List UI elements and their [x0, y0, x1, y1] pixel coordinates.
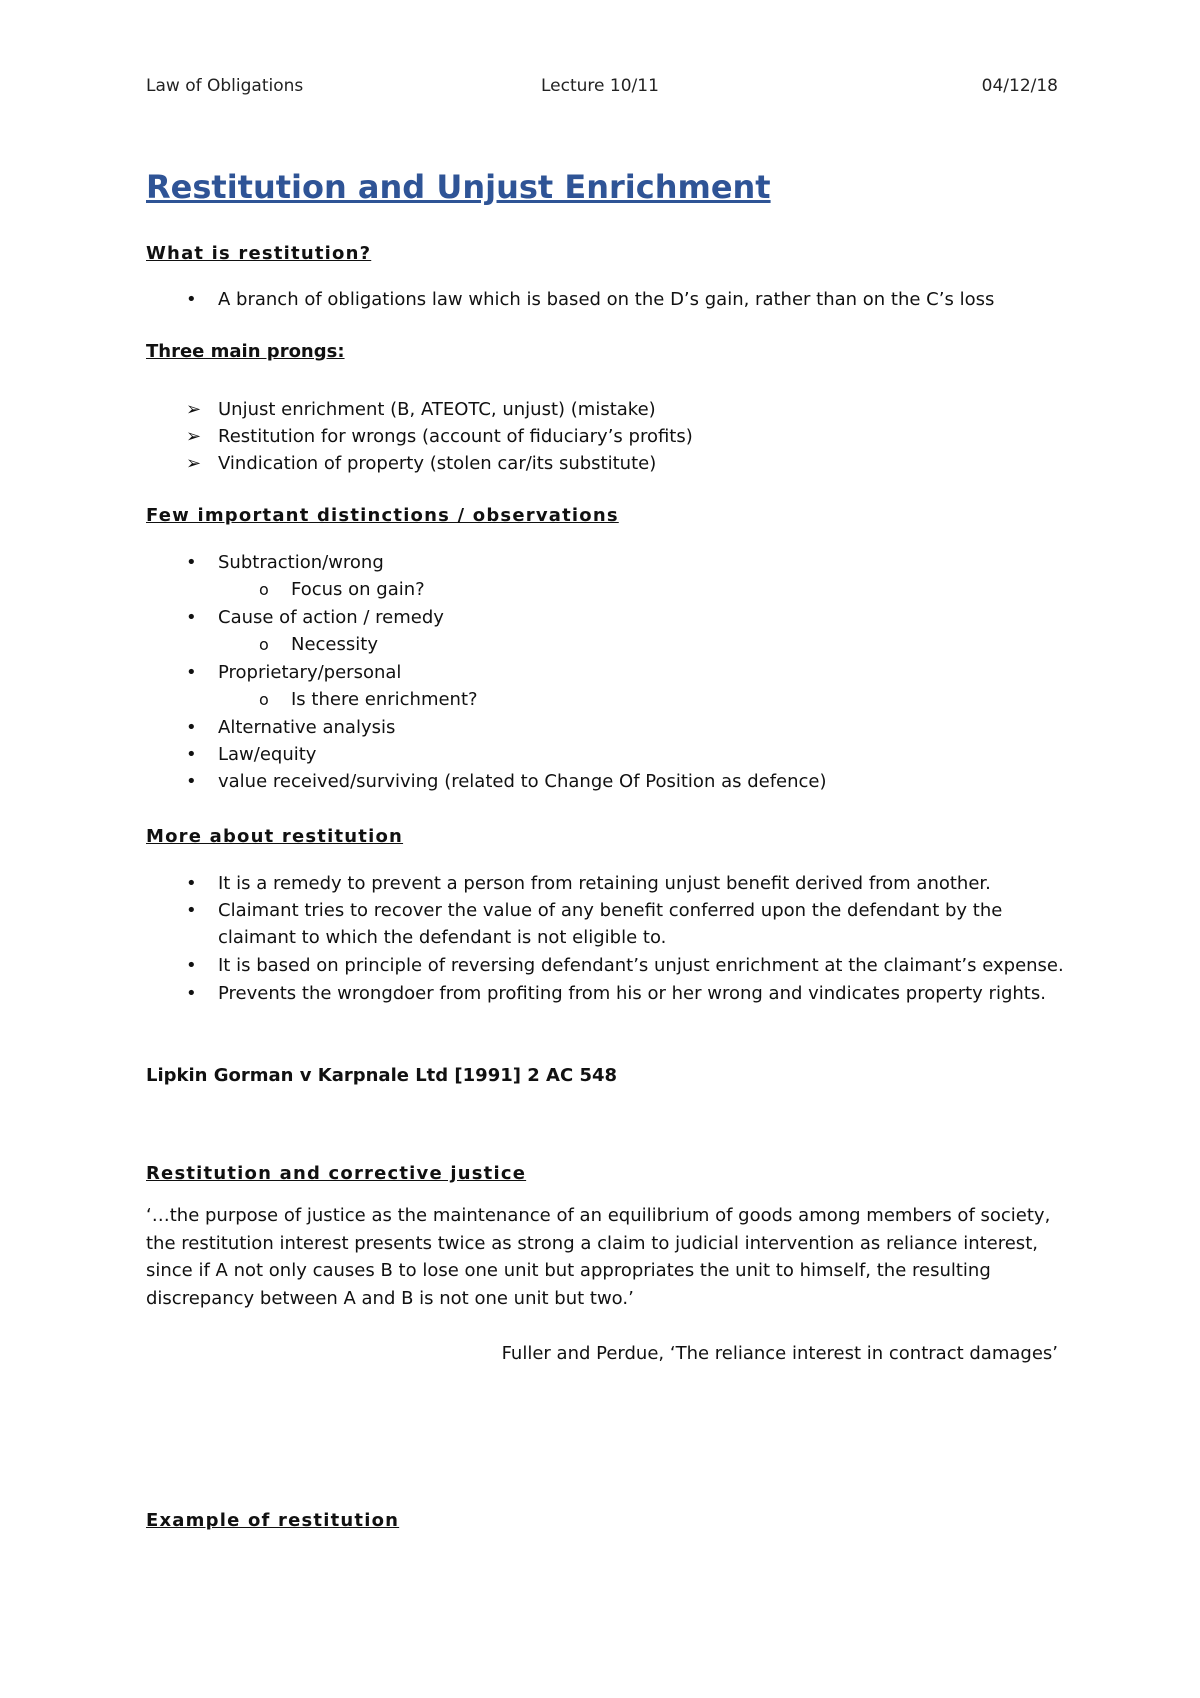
list-item-text: It is a remedy to prevent a person from retaining unjust benefit derived from another.: [218, 873, 991, 894]
sub-marker: o: [259, 580, 269, 599]
bullet-marker: •: [186, 607, 197, 628]
bullet-marker: •: [186, 873, 197, 894]
list-item-text: Necessity: [291, 634, 378, 655]
heading-more-about-restitution: More about restitution: [146, 826, 404, 847]
list-item-text: Alternative analysis: [218, 717, 396, 738]
bullet-marker: •: [186, 983, 197, 1004]
heading-three-prongs: Three main prongs:: [146, 341, 345, 362]
list-item-text: It is based on principle of reversing defendant’s unjust enrichment at the claimant’s expense.: [218, 955, 1064, 976]
list-item-text: Law/equity: [218, 744, 317, 765]
case-citation: Lipkin Gorman v Karpnale Ltd [1991] 2 AC 548: [146, 1065, 618, 1086]
list-item-text: Proprietary/personal: [218, 662, 402, 683]
list-item: [186, 741, 317, 768]
list-item-text: Claimant tries to recover the value of any benefit conferred upon the defendant by the claimant to which the defendant is not eligible to.: [218, 900, 1003, 948]
arrow-marker: ➢: [186, 426, 202, 447]
bullet-marker: •: [186, 771, 197, 792]
sub-marker: o: [259, 690, 269, 709]
list-item-text: value received/surviving (related to Change Of Position as defence): [218, 771, 827, 792]
bullet-marker: •: [186, 955, 197, 976]
list-item: [186, 549, 384, 576]
bullet-marker: •: [186, 552, 197, 573]
quote-paragraph: ‘…the purpose of justice as the maintenance of an equilibrium of goods among members of society, the restitution interest presents twice as strong a claim to judicial intervention as reliance interest, since if A not only causes B to lose one unit but appropriates the unit to himself, the resulting discrepancy between A and B is not one unit but two.’: [146, 1205, 1051, 1309]
list-item-text: Restitution for wrongs (account of fiduciary’s profits): [218, 426, 693, 447]
heading-distinctions: Few important distinctions / observations: [146, 505, 619, 526]
list-item: [186, 604, 444, 631]
list-item-text: Cause of action / remedy: [218, 607, 444, 628]
list-item-text: Unjust enrichment (B, ATEOTC, unjust) (mistake): [218, 399, 656, 420]
header-date: 04/12/18: [981, 76, 1058, 96]
list-item-text: Prevents the wrongdoer from profiting from his or her wrong and vindicates property rights.: [218, 983, 1046, 1004]
arrow-marker: ➢: [186, 399, 202, 420]
list-item-text: Subtraction/wrong: [218, 552, 384, 573]
list-item: [186, 396, 656, 423]
list-item-text: A branch of obligations law which is based on the D’s gain, rather than on the C’s loss: [218, 289, 995, 310]
header-lecture: Lecture 10/11: [541, 76, 659, 96]
bullet-marker: •: [186, 289, 197, 310]
bullet-marker: •: [186, 717, 197, 738]
list-item: [259, 576, 425, 603]
list-item: [186, 450, 657, 477]
list-item-text: Focus on gain?: [291, 579, 425, 600]
arrow-marker: ➢: [186, 453, 202, 474]
list-item: [259, 686, 478, 713]
document-title: Restitution and Unjust Enrichment: [146, 168, 771, 206]
list-item: [186, 286, 995, 313]
list-item: [259, 631, 378, 658]
list-item-text: Is there enrichment?: [291, 689, 478, 710]
list-item: [186, 897, 1078, 951]
heading-corrective-justice: Restitution and corrective justice: [146, 1163, 527, 1184]
list-item: [186, 423, 693, 450]
list-item: [186, 980, 1046, 1007]
heading-what-is-restitution: What is restitution?: [146, 243, 372, 264]
list-item: [186, 768, 827, 795]
bullet-marker: •: [186, 900, 197, 921]
quote-attribution: Fuller and Perdue, ‘The reliance interest in contract damages’: [501, 1343, 1058, 1364]
list-item-text: Vindication of property (stolen car/its substitute): [218, 453, 657, 474]
page-header: [146, 76, 1058, 100]
bullet-marker: •: [186, 662, 197, 683]
list-item: [186, 714, 396, 741]
list-item: [186, 952, 1064, 979]
heading-example-of-restitution: Example of restitution: [146, 1510, 400, 1531]
list-item: [186, 870, 991, 897]
sub-marker: o: [259, 635, 269, 654]
list-item: [186, 659, 402, 686]
bullet-marker: •: [186, 744, 197, 765]
header-course: Law of Obligations: [146, 76, 304, 96]
